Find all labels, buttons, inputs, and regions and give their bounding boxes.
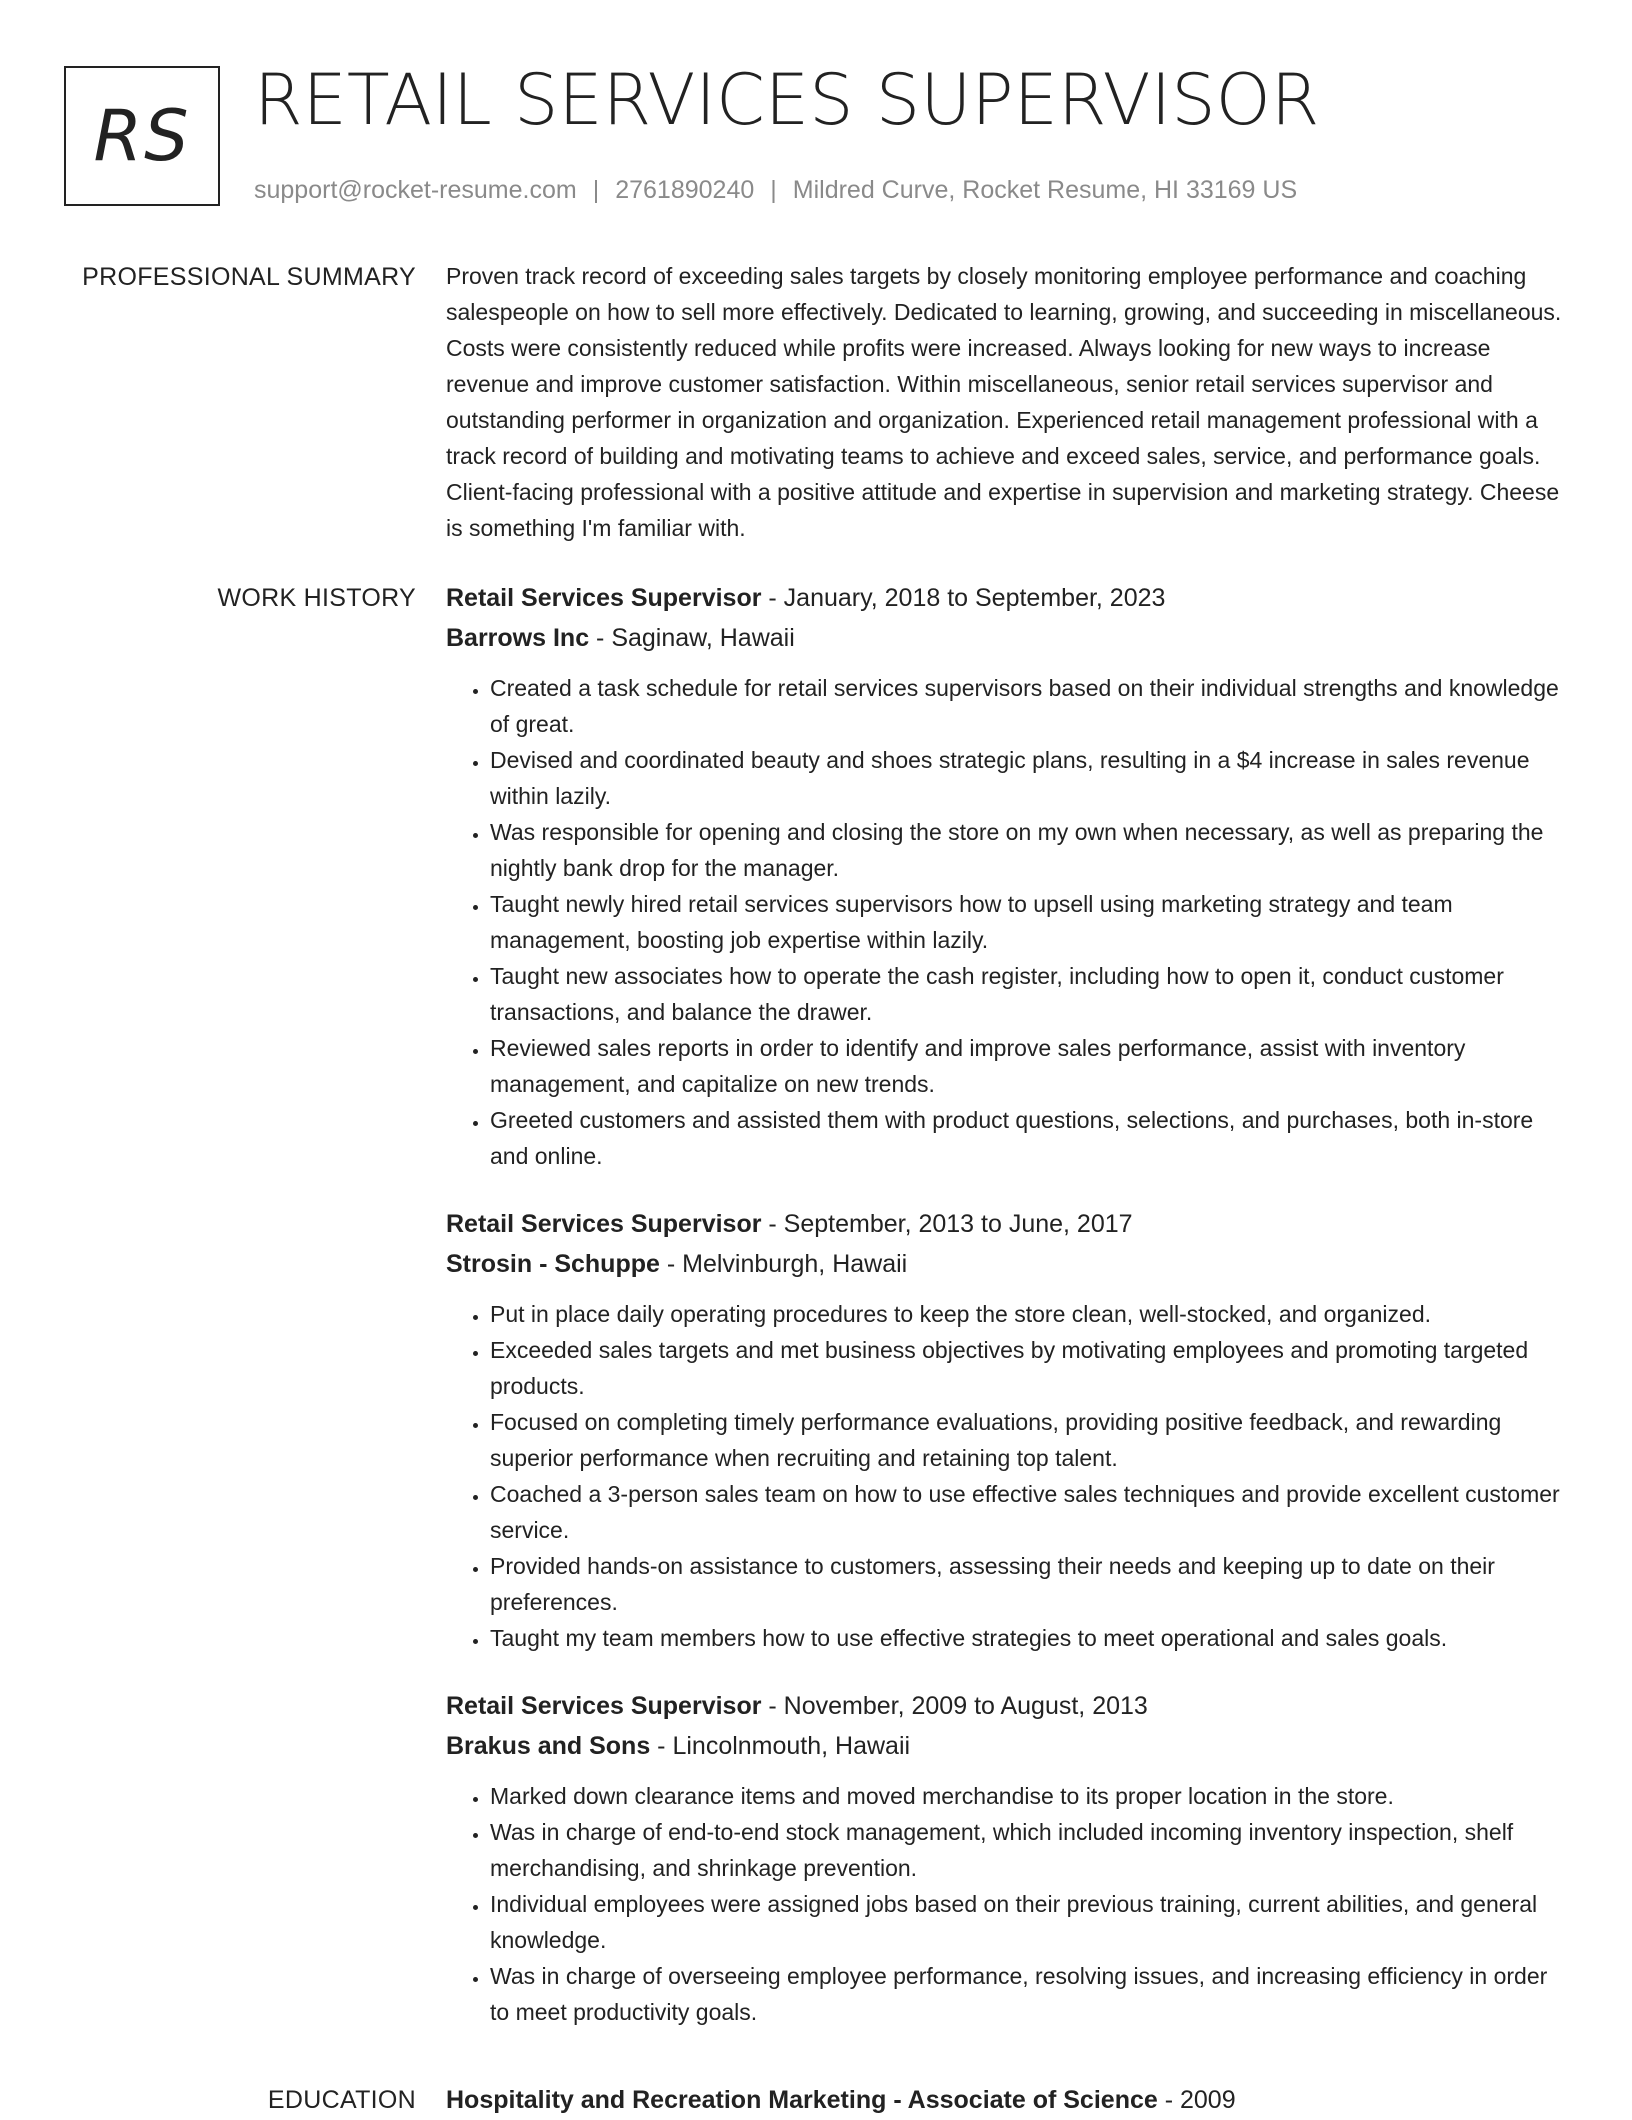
job-bullet: • Taught new associates how to operate the cash register, including how to open it, conduct customer transactions, and balance the drawer. [490, 958, 1566, 1030]
job-title-line [446, 1686, 1566, 1726]
job-company: Brakus and Sons [446, 1732, 651, 1760]
job-bullets [446, 1296, 1566, 1656]
job-bullet: • Coached a 3-person sales team on how to use effective sales techniques and provide excellent customer service. [490, 1476, 1566, 1548]
job-location: - Melvinburgh, Hawaii [659, 1250, 908, 1278]
job-bullet: • Taught newly hired retail services supervisors how to upsell using marketing strategy and team management, boosting job expertise within lazily. [490, 886, 1566, 958]
monogram-box [64, 66, 220, 206]
job-dates: - September, 2013 to June, 2017 [761, 1210, 1133, 1238]
job-bullet: • Reviewed sales reports in order to identify and improve sales performance, assist with inventory management, and capitalize on new trends. [490, 1030, 1566, 1102]
job-entry [446, 1204, 1566, 1656]
resume-title: RETAIL SERVICES SUPERVISOR [254, 59, 1320, 141]
contact-address: Mildred Curve, Rocket Resume, HI 33169 US [792, 176, 1298, 204]
job-bullet: • Focused on completing timely performance evaluations, providing positive feedback, and rewarding superior performance when recruiting and retaining top talent. [490, 1404, 1566, 1476]
job-dates: - November, 2009 to August, 2013 [761, 1692, 1148, 1720]
job-bullets [446, 670, 1566, 1174]
contact-email: support@rocket-resume.com [254, 176, 577, 204]
job-title: Retail Services Supervisor [446, 1692, 762, 1720]
section-label-summary: PROFESSIONAL SUMMARY [82, 263, 416, 291]
job-bullets [446, 1778, 1566, 2030]
job-bullet: • Individual employees were assigned jobs based on their previous training, current abilities, and general knowledge. [490, 1886, 1566, 1958]
job-title: Retail Services Supervisor [446, 584, 762, 612]
job-bullet: • Created a task schedule for retail services supervisors based on their individual strengths and knowledge of great. [490, 670, 1566, 742]
summary-body [446, 258, 1566, 546]
section-label-education: EDUCATION [267, 2086, 416, 2114]
contact-separator: | [770, 176, 777, 204]
education-degree: Hospitality and Recreation Marketing - Associate of Science [446, 2086, 1158, 2114]
education-body [446, 2080, 1566, 2120]
job-bullet: • Marked down clearance items and moved merchandise to its proper location in the store. [490, 1778, 1566, 1814]
education-year: - 2009 [1157, 2086, 1236, 2114]
job-title: Retail Services Supervisor [446, 1210, 762, 1238]
job-bullet: • Provided hands-on assistance to customers, assessing their needs and keeping up to date on their preferences. [490, 1548, 1566, 1620]
summary-text: Proven track record of exceeding sales targets by closely monitoring employee performance and coaching salespeople on how to sell more effectively. Dedicated to learning, growing, and succeeding in miscellaneous. Costs were consistently reduced while profits were increased. Always looking for new ways to increase revenue and improve customer satisfaction. Within miscellaneous, senior retail services supervisor and outstanding performer in organization and organization. Experienced retail management professional with a track record of building and motivating teams to achieve and exceed sales, service, and performance goals. Client-facing professional with a positive attitude and expertise in supervision and marketing strategy. Cheese is something I'm familiar with. [446, 263, 1562, 541]
job-location: - Lincolnmouth, Hawaii [650, 1732, 911, 1760]
job-bullet: • Was responsible for opening and closing the store on my own when necessary, as well as preparing the nightly bank drop for the manager. [490, 814, 1566, 886]
job-location: - Saginaw, Hawaii [589, 624, 795, 652]
job-company-line [446, 1726, 1566, 1766]
job-company: Barrows Inc [446, 624, 590, 652]
job-dates: - January, 2018 to September, 2023 [761, 584, 1166, 612]
job-title-line [446, 1204, 1566, 1244]
job-company-line [446, 618, 1566, 658]
work-history-body [446, 578, 1566, 2060]
job-bullet: • Exceeded sales targets and met business objectives by motivating employees and promoting targeted products. [490, 1332, 1566, 1404]
job-bullet: • Devised and coordinated beauty and shoes strategic plans, resulting in a $4 increase in sales revenue within lazily. [490, 742, 1566, 814]
contact-separator: | [592, 176, 600, 204]
job-bullet: • Taught my team members how to use effective strategies to meet operational and sales goals. [490, 1620, 1566, 1656]
job-bullet: • Put in place daily operating procedures to keep the store clean, well-stocked, and organized. [490, 1296, 1566, 1332]
job-title-line [446, 578, 1566, 618]
job-company-line [446, 1244, 1566, 1284]
job-entry [446, 1686, 1566, 2030]
contact-line [254, 173, 1297, 207]
education-line [446, 2080, 1566, 2120]
job-bullet: • Was in charge of end-to-end stock management, which included incoming inventory inspection, shelf merchandising, and shrinkage prevention. [490, 1814, 1566, 1886]
job-company: Strosin - Schuppe [446, 1250, 660, 1278]
contact-phone: 2761890240 [615, 176, 755, 204]
job-bullet: • Greeted customers and assisted them with product questions, selections, and purchases, both in-store and online. [490, 1102, 1566, 1174]
section-label-work-history: WORK HISTORY [217, 584, 416, 612]
monogram-initials: RS [93, 95, 191, 177]
job-entry [446, 578, 1566, 1174]
job-bullet: • Was in charge of overseeing employee performance, resolving issues, and increasing efficiency in order to meet productivity goals. [490, 1958, 1566, 2030]
